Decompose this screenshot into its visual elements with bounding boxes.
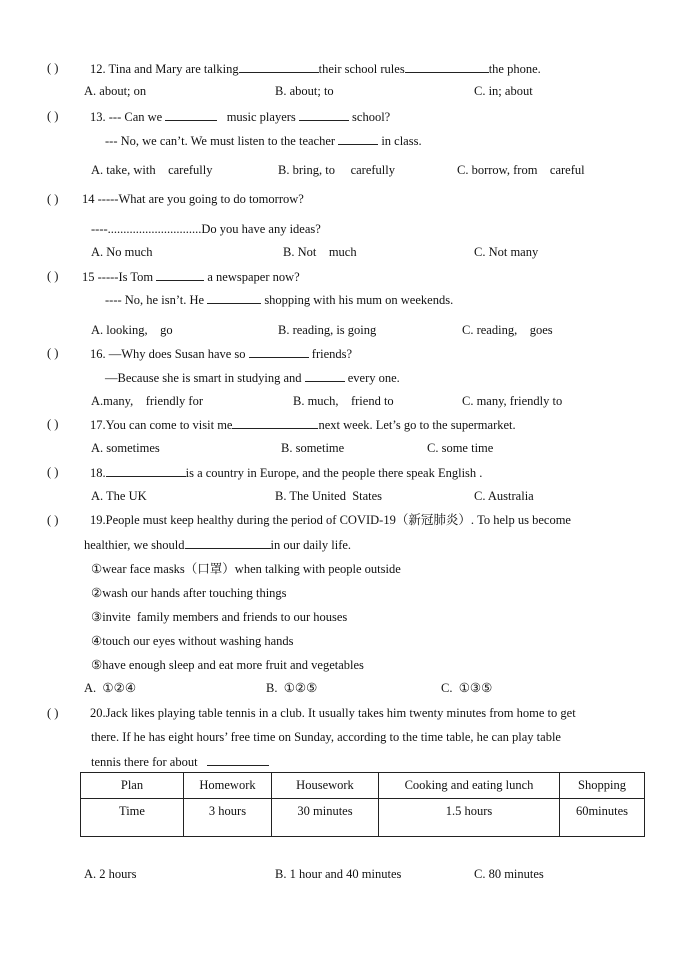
question-20-line2: there. If he has eight hours’ free time on Sunday, according to the time table, he can play table	[91, 730, 561, 744]
answer-bracket-12[interactable]: ( )	[47, 61, 59, 75]
option-b[interactable]: B. 1 hour and 40 minutes	[275, 867, 402, 881]
q12-stem-part2: their school rules	[318, 62, 405, 76]
question-13-line2	[105, 132, 422, 149]
question-16-line2	[105, 369, 400, 386]
blank[interactable]	[338, 132, 378, 145]
q13-line2-part2: in class.	[381, 134, 422, 148]
option-c[interactable]: C. in; about	[474, 84, 533, 98]
q16-line2-part2: every one.	[347, 371, 400, 385]
option-c[interactable]: C. many, friendly to	[462, 394, 563, 408]
table-cell: 1.5 hours	[379, 799, 560, 837]
time-table	[80, 772, 645, 837]
blank[interactable]	[232, 416, 318, 429]
blank[interactable]	[185, 536, 271, 549]
q13-line2-part1: --- No, we can’t. We must listen to the teacher	[105, 134, 336, 148]
option-c[interactable]: C. borrow, from careful	[457, 163, 585, 177]
blank[interactable]	[405, 60, 489, 73]
option-a[interactable]: A. The UK	[91, 489, 147, 503]
blank[interactable]	[249, 345, 309, 358]
q13-stem-part1: 13. --- Can we	[90, 110, 163, 124]
question-15-stem	[82, 268, 300, 285]
list-item: ⑤have enough sleep and eat more fruit and vegetables	[91, 658, 364, 672]
question-20-stem: 20.Jack likes playing table tennis in a club. It usually takes him twenty minutes from home to get	[90, 706, 576, 720]
question-14-line2: ----..............................Do you have any ideas?	[91, 222, 321, 236]
q18-stem-part2: is a country in Europe, and the people there speak English .	[185, 466, 483, 480]
option-c[interactable]: C. ①③⑤	[441, 681, 493, 695]
option-b[interactable]: B. much, friend to	[293, 394, 394, 408]
q15-line2-part2: shopping with his mum on weekends.	[264, 293, 454, 307]
q15-stem-part2: a newspaper now?	[207, 270, 300, 284]
option-b[interactable]: B. reading, is going	[278, 323, 377, 337]
question-18-stem	[90, 464, 482, 481]
option-b[interactable]: B. bring, to carefully	[278, 163, 395, 177]
blank[interactable]	[165, 108, 217, 121]
q19-line2-part1: healthier, we should	[84, 538, 185, 552]
option-a[interactable]: A.many, friendly for	[91, 394, 204, 408]
question-16-stem	[90, 345, 352, 362]
q16-stem-part1: 16. —Why does Susan have so	[90, 347, 246, 361]
q16-stem-part2: friends?	[311, 347, 353, 361]
option-a[interactable]: A. ①②④	[84, 681, 137, 695]
option-b[interactable]: B. sometime	[281, 441, 345, 455]
question-20-line3	[91, 753, 269, 770]
question-15-line2	[105, 291, 453, 308]
question-13-stem	[90, 108, 390, 125]
table-cell: 60minutes	[560, 799, 645, 837]
option-c[interactable]: C. Not many	[474, 245, 539, 259]
option-a[interactable]: A. sometimes	[91, 441, 160, 455]
option-b[interactable]: B. ①②⑤	[266, 681, 318, 695]
q18-stem-part1: 18.	[90, 466, 106, 480]
table-header: Homework	[184, 773, 272, 799]
table-header-row	[81, 773, 645, 799]
q19-line2-part2: in our daily life.	[270, 538, 352, 552]
list-item: ②wash our hands after touching things	[91, 586, 287, 600]
option-a[interactable]: A. about; on	[84, 84, 147, 98]
answer-bracket-17[interactable]: ( )	[47, 417, 59, 431]
table-header: Housework	[272, 773, 379, 799]
answer-bracket-20[interactable]: ( )	[47, 706, 59, 720]
blank[interactable]	[239, 60, 319, 73]
option-a[interactable]: A. No much	[91, 245, 153, 259]
option-a[interactable]: A. 2 hours	[84, 867, 137, 881]
q12-stem-part1: 12. Tina and Mary are talking	[90, 62, 239, 76]
table-cell: Time	[81, 799, 184, 837]
question-12-stem	[90, 60, 541, 77]
blank[interactable]	[156, 268, 204, 281]
option-a[interactable]: A. looking, go	[91, 323, 173, 337]
table-row	[81, 799, 645, 837]
table-cell: 30 minutes	[272, 799, 379, 837]
blank[interactable]	[299, 108, 349, 121]
q17-stem-part2: next week. Let’s go to the supermarket.	[318, 418, 516, 432]
answer-bracket-14[interactable]: ( )	[47, 192, 59, 206]
table-header: Shopping	[560, 773, 645, 799]
question-14-stem: 14 -----What are you going to do tomorrow?	[82, 192, 304, 206]
q17-stem-part1: 17.You can come to visit me	[90, 418, 233, 432]
blank[interactable]	[305, 369, 345, 382]
answer-bracket-18[interactable]: ( )	[47, 465, 59, 479]
option-b[interactable]: B. Not much	[283, 245, 357, 259]
option-c[interactable]: C. Australia	[474, 489, 534, 503]
q13-stem-part2: music players	[226, 110, 296, 124]
option-c[interactable]: C. reading, goes	[462, 323, 553, 337]
blank[interactable]	[207, 753, 269, 766]
q15-stem-part1: 15 -----Is Tom	[82, 270, 154, 284]
blank[interactable]	[106, 464, 186, 477]
answer-bracket-15[interactable]: ( )	[47, 269, 59, 283]
table-header: Cooking and eating lunch	[379, 773, 560, 799]
q13-stem-part3: school?	[352, 110, 391, 124]
answer-bracket-13[interactable]: ( )	[47, 109, 59, 123]
list-item: ①wear face masks（口罩）when talking with people outside	[91, 562, 401, 576]
q20-line3-text: tennis there for about	[91, 755, 198, 769]
question-17-stem	[90, 416, 516, 433]
option-a[interactable]: A. take, with carefully	[91, 163, 213, 177]
option-c[interactable]: C. some time	[427, 441, 494, 455]
q15-line2-part1: ---- No, he isn’t. He	[105, 293, 205, 307]
q16-line2-part1: —Because she is smart in studying and	[105, 371, 302, 385]
option-c[interactable]: C. 80 minutes	[474, 867, 544, 881]
list-item: ④touch our eyes without washing hands	[91, 634, 294, 648]
table-header: Plan	[81, 773, 184, 799]
answer-bracket-19[interactable]: ( )	[47, 513, 59, 527]
option-b[interactable]: B. about; to	[275, 84, 334, 98]
question-19-stem: 19.People must keep healthy during the period of COVID-19（新冠肺炎）. To help us become	[90, 513, 571, 527]
question-19-line2	[84, 536, 351, 553]
table-cell: 3 hours	[184, 799, 272, 837]
blank[interactable]	[207, 291, 261, 304]
answer-bracket-16[interactable]: ( )	[47, 346, 59, 360]
q12-stem-part3: the phone.	[488, 62, 541, 76]
option-b[interactable]: B. The United States	[275, 489, 383, 503]
list-item: ③invite family members and friends to our houses	[91, 610, 348, 624]
